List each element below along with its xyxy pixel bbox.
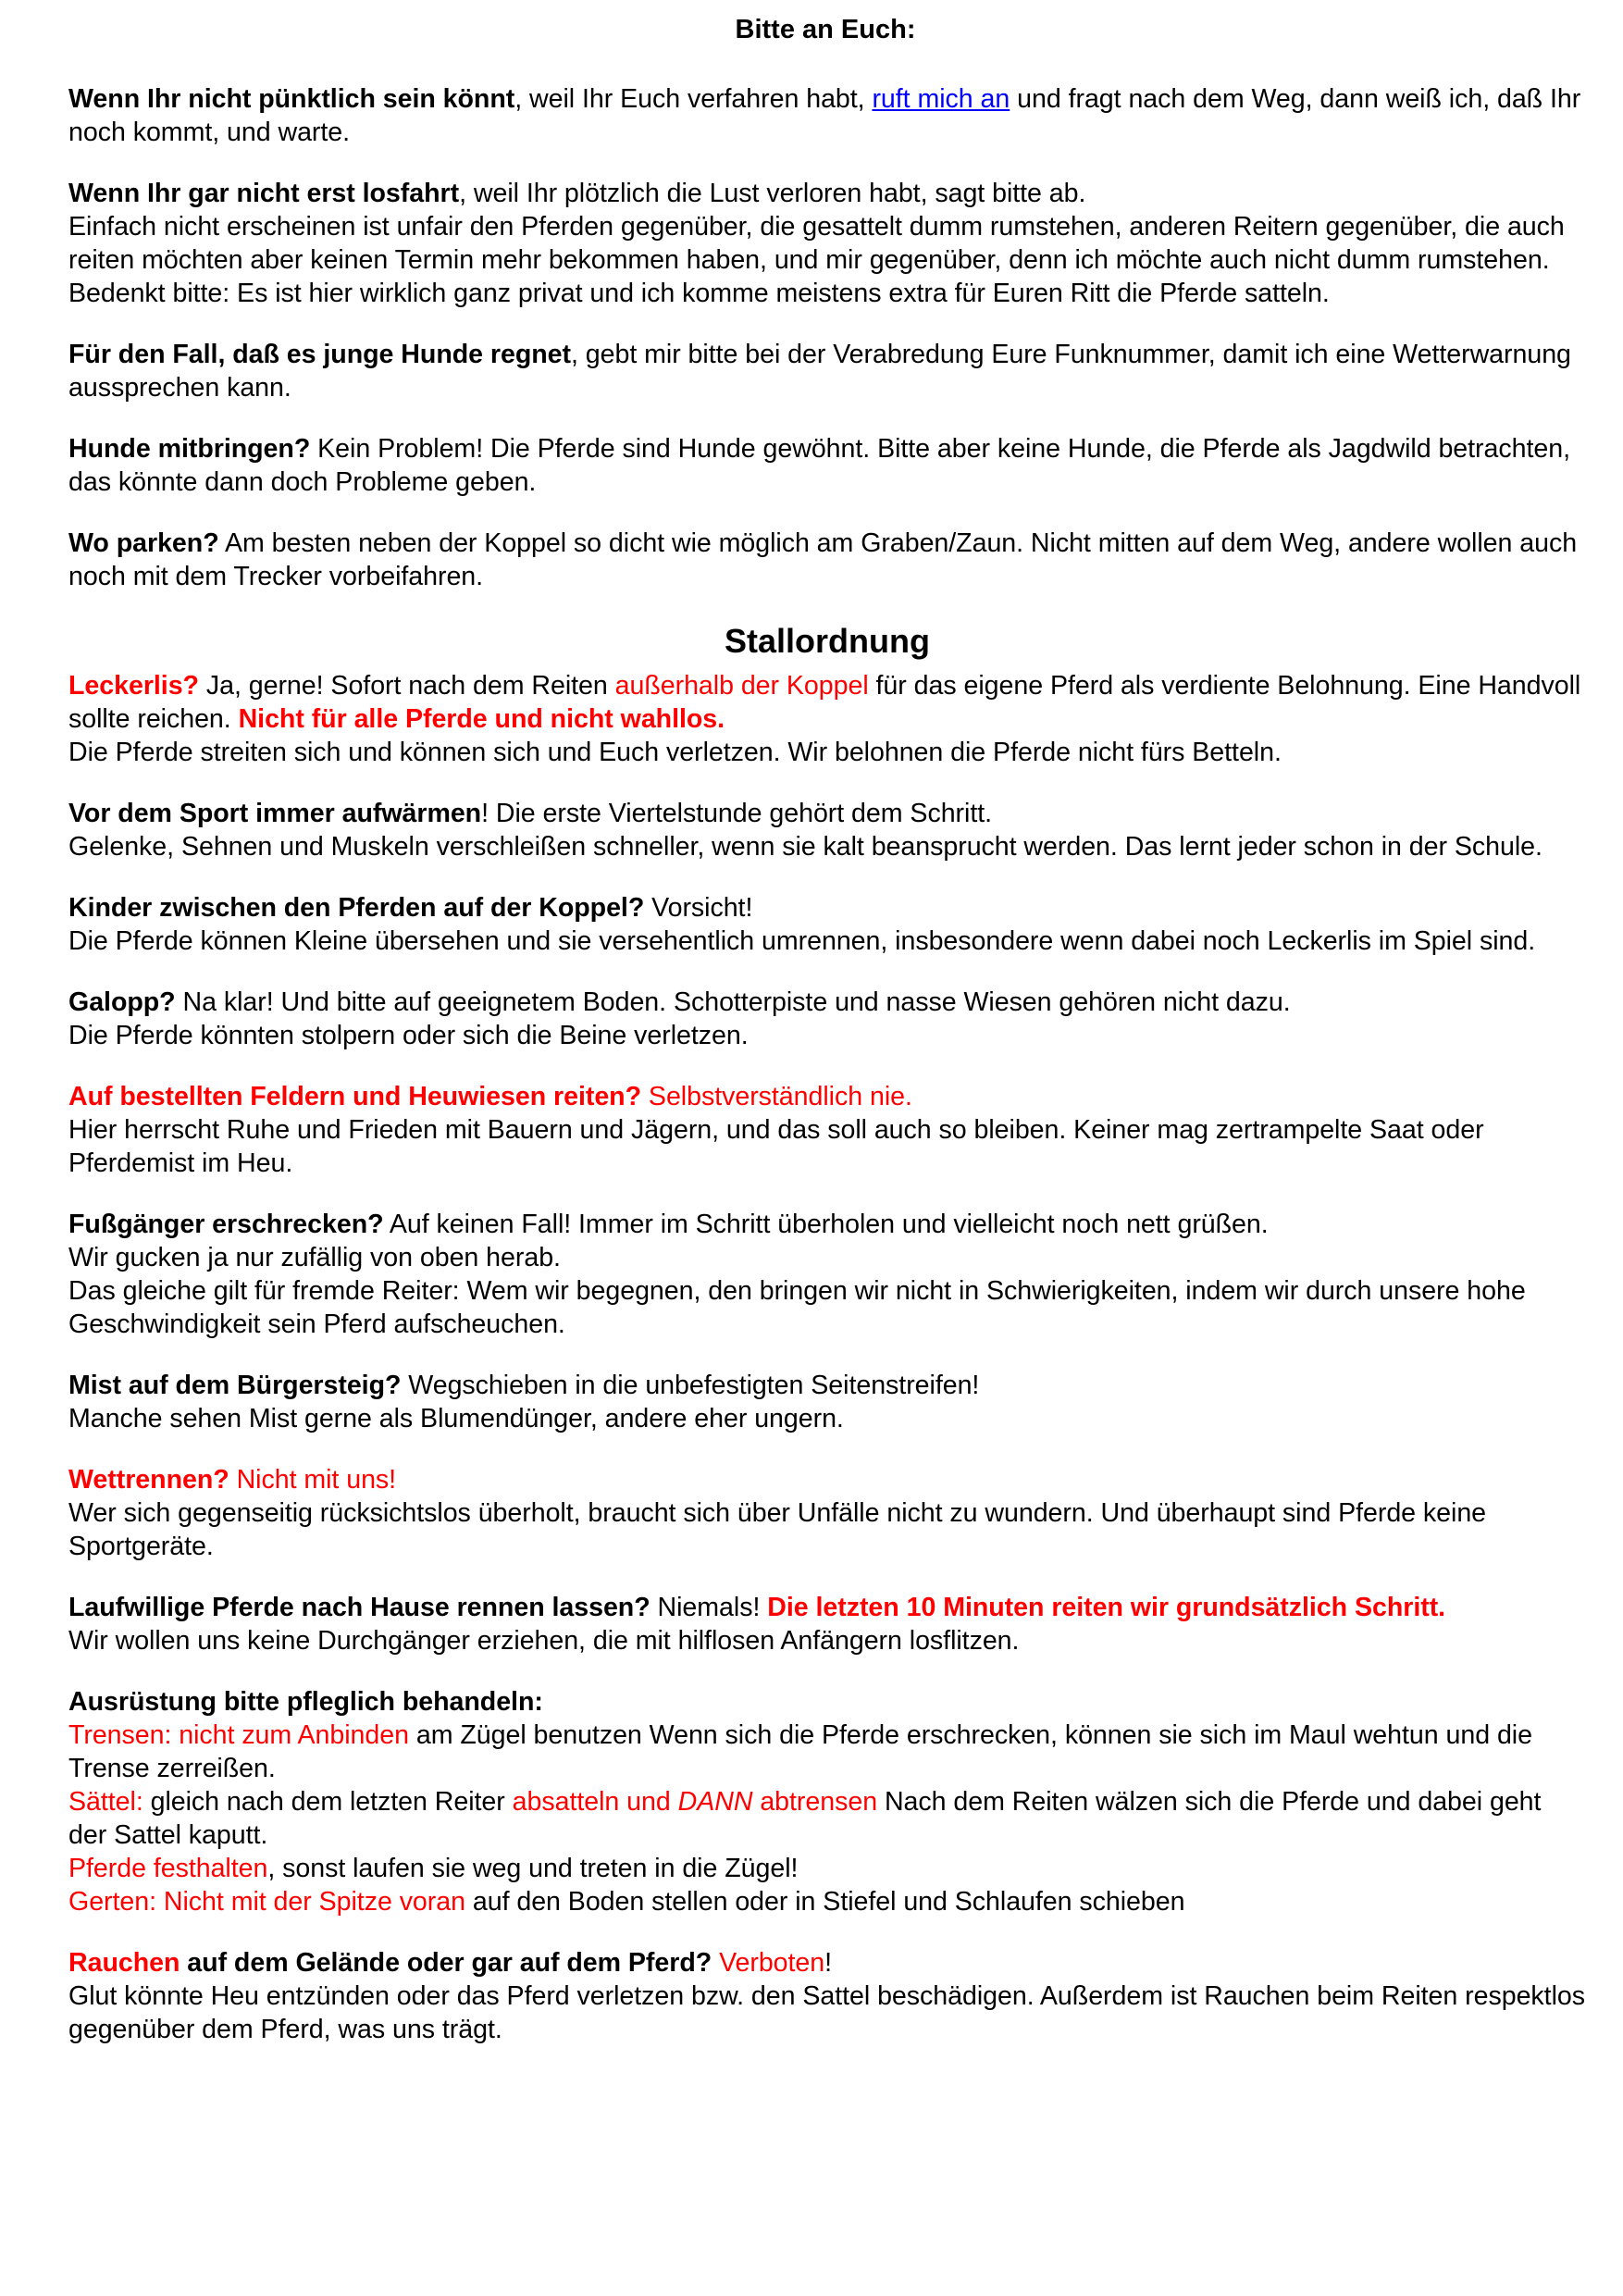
rule-explanation: Die Pferde können Kleine übersehen und sie versehentlich umrennen, insbesondere wenn dabei noch Leckerlis im Spiel sind. [68, 926, 1536, 956]
equipment-emphasis: DANN [677, 1787, 753, 1817]
rule-explanation: Gelenke, Sehnen und Muskeln verschleißen schneller, wenn sie kalt beansprucht werden. Das lernt jeder schon in der Schule. [68, 832, 1542, 862]
equipment-whips [68, 1885, 1586, 1918]
rule-children [68, 891, 1586, 958]
rule-explanation: Die Pferde könnten stolpern oder sich die Beine verletzen. [68, 1021, 749, 1050]
equipment-highlight: absatteln und [512, 1787, 678, 1817]
paragraph-text: , weil Ihr plötzlich die Lust verloren habt, sagt bitte ab. [459, 179, 1086, 208]
paragraph-dogs [68, 432, 1586, 499]
rule-warning: Die letzten 10 Minuten reiten wir grundsätzlich Schritt. [767, 1593, 1446, 1622]
equipment-text: auf den Boden stellen oder in Stiefel und Schlaufen schieben [465, 1887, 1185, 1917]
rule-pedestrians [68, 1208, 1586, 1341]
rule-explanation: Die Pferde streiten sich und können sich und Euch verletzen. Wir belohnen die Pferde nicht fürs Betteln. [68, 738, 1282, 767]
rule-manure [68, 1369, 1586, 1435]
rule-explanation: Glut könnte Heu entzünden oder das Pferd verletzen bzw. den Sattel beschädigen. Außerdem ist Rauchen beim Reiten respektlos gegenüber dem Pferd, was uns trägt. [68, 1981, 1585, 2044]
rule-text: Auf keinen Fall! Immer im Schritt überholen und vielleicht noch nett grüßen. [383, 1210, 1269, 1239]
paragraph-weather [68, 338, 1586, 404]
rule-text: Vorsicht! [644, 893, 753, 923]
rule-warning: Nicht für alle Pferde und nicht wahllos. [238, 704, 725, 734]
rule-lead: Ausrüstung bitte pfleglich behandeln: [68, 1687, 543, 1717]
rule-text: Selbstverständlich nie. [641, 1082, 912, 1111]
paragraph-lead: Wenn Ihr gar nicht erst losfahrt [68, 179, 460, 208]
rule-lead: Fußgänger erschrecken? [68, 1210, 384, 1239]
call-me-link[interactable]: ruft mich an [872, 84, 1010, 114]
equipment-label: Sättel: [68, 1787, 143, 1817]
rule-explanation: Das gleiche gilt für fremde Reiter: Wem wir begegnen, den bringen wir nicht in Schwierigkeiten, indem wir durch unsere hohe Geschwindigkeit sein Pferd aufscheuchen. [68, 1276, 1526, 1339]
rule-leckerlis [68, 669, 1586, 769]
rule-lead: Leckerlis? [68, 671, 199, 701]
paragraph-text: Kein Problem! Die Pferde sind Hunde gewöhnt. Bitte aber keine Hunde, die Pferde als Jagdwild betrachten, das könnte dann doch Probleme geben. [68, 434, 1570, 497]
rule-text: Na klar! Und bitte auf geeignetem Boden. Schotterpiste und nasse Wiesen gehören nicht dazu. [175, 987, 1291, 1017]
equipment-label: Gerten: Nicht mit der Spitze voran [68, 1887, 465, 1917]
rule-explanation: Wir wollen uns keine Durchgänger erziehen, die mit hilflosen Anfängern losflitzen. [68, 1626, 1020, 1656]
rule-text: für das eigene Pferd als verdiente Belohnung. Eine Handvoll sollte reichen. [68, 671, 1581, 734]
rule-explanation: Wer sich gegenseitig rücksichtslos überholt, braucht sich über Unfälle nicht zu wundern. Und überhaupt sind Pferde keine Sportgeräte. [68, 1498, 1487, 1561]
rule-lead: Mist auf dem Bürgersteig? [68, 1371, 402, 1400]
rule-homeward [68, 1591, 1586, 1657]
rule-warmup [68, 797, 1586, 863]
rule-explanation: Manche sehen Mist gerne als Blumendünger, andere eher ungern. [68, 1404, 844, 1433]
section-heading: Stallordnung [725, 622, 930, 660]
equipment-highlight: abtrensen [752, 1787, 878, 1817]
paragraph-parking [68, 527, 1586, 593]
paragraph-text: , weil Ihr Euch verfahren habt, [514, 84, 873, 114]
equipment-text: Nach dem Reiten wälzen sich die Pferde und dabei geht der Sattel kaputt. [68, 1787, 1542, 1850]
equipment-hold-horses [68, 1852, 1586, 1885]
rule-lead: Wettrennen? [68, 1465, 229, 1495]
paragraph-cancel [68, 177, 1586, 310]
equipment-label: Pferde festhalten [68, 1854, 268, 1883]
rule-lead: Auf bestellten Feldern und Heuwiesen reiten? [68, 1082, 642, 1111]
rule-explanation: Hier herrscht Ruhe und Frieden mit Bauern und Jägern, und das soll auch so bleiben. Keiner mag zertrampelte Saat oder Pferdemist im Heu. [68, 1115, 1484, 1178]
rule-gallop [68, 986, 1586, 1052]
rule-lead: Vor dem Sport immer aufwärmen [68, 799, 482, 828]
rule-lead: Kinder zwischen den Pferden auf der Koppel? [68, 893, 645, 923]
rule-text: ! [824, 1948, 833, 1978]
rule-verdict: Verboten [712, 1948, 825, 1978]
page-title: Bitte an Euch: [735, 15, 916, 44]
paragraph-text: Einfach nicht erscheinen ist unfair den Pferden gegenüber, die gesattelt dumm rumstehen, anderen Reitern gegenüber, die auch reiten möchten aber keinen Termin mehr bekommen haben, und mir gegenüber, denn ich möchte auch nicht dumm rumstehen. Bedenkt bitte: Es ist hier wirklich ganz privat und ich komme meistens extra für Euren Ritt die Pferde satteln. [68, 212, 1565, 308]
rule-text: Wegschieben in die unbefestigten Seitenstreifen! [401, 1371, 980, 1400]
paragraph-lead: Wenn Ihr nicht pünktlich sein könnt [68, 84, 515, 114]
rule-explanation: Wir gucken ja nur zufällig von oben herab. [68, 1243, 561, 1272]
equipment-label: Trensen: nicht zum Anbinden [68, 1720, 409, 1750]
rule-lead: Laufwillige Pferde nach Hause rennen lassen? [68, 1593, 650, 1622]
paragraph-lead: Wo parken? [68, 528, 219, 558]
paragraph-text: , gebt mir bitte bei der Verabredung Eure Funknummer, damit ich eine Wetterwarnung aussprechen kann. [68, 340, 1571, 403]
paragraph-text: und fragt nach dem Weg, dann weiß ich, daß Ihr noch kommt, und warte. [68, 84, 1581, 147]
rule-smoking [68, 1946, 1586, 2046]
equipment-text: , sonst laufen sie weg und treten in die Zügel! [267, 1854, 799, 1883]
rule-lead: Rauchen [68, 1948, 180, 1978]
rule-lead: Galopp? [68, 987, 176, 1017]
rule-fields [68, 1080, 1586, 1180]
rule-equipment [68, 1685, 1586, 1918]
paragraph-lead: Hunde mitbringen? [68, 434, 311, 464]
rule-text: ! Die erste Viertelstunde gehört dem Schritt. [481, 799, 993, 828]
equipment-text: am Zügel benutzen Wenn sich die Pferde erschrecken, können sie sich im Maul wehtun und die Trense zerreißen. [68, 1720, 1532, 1783]
paragraph-text: Am besten neben der Koppel so dicht wie möglich am Graben/Zaun. Nicht mitten auf dem Weg, andere wollen auch noch mit dem Trecker vorbeifahren. [68, 528, 1578, 591]
paragraph-punctuality [68, 82, 1586, 149]
rule-text: Niemals! [650, 1593, 768, 1622]
document-page [68, 0, 1586, 2074]
equipment-bridles [68, 1719, 1586, 1785]
rule-highlight: außerhalb der Koppel [614, 671, 869, 701]
rule-racing [68, 1463, 1586, 1563]
rule-text: Ja, gerne! Sofort nach dem Reiten [198, 671, 615, 701]
equipment-text: gleich nach dem letzten Reiter [142, 1787, 513, 1817]
rule-text: Nicht mit uns! [229, 1465, 397, 1495]
rule-lead-rest: auf dem Gelände oder gar auf dem Pferd? [180, 1948, 712, 1978]
equipment-saddles [68, 1785, 1586, 1852]
paragraph-lead: Für den Fall, daß es junge Hunde regnet [68, 340, 571, 369]
